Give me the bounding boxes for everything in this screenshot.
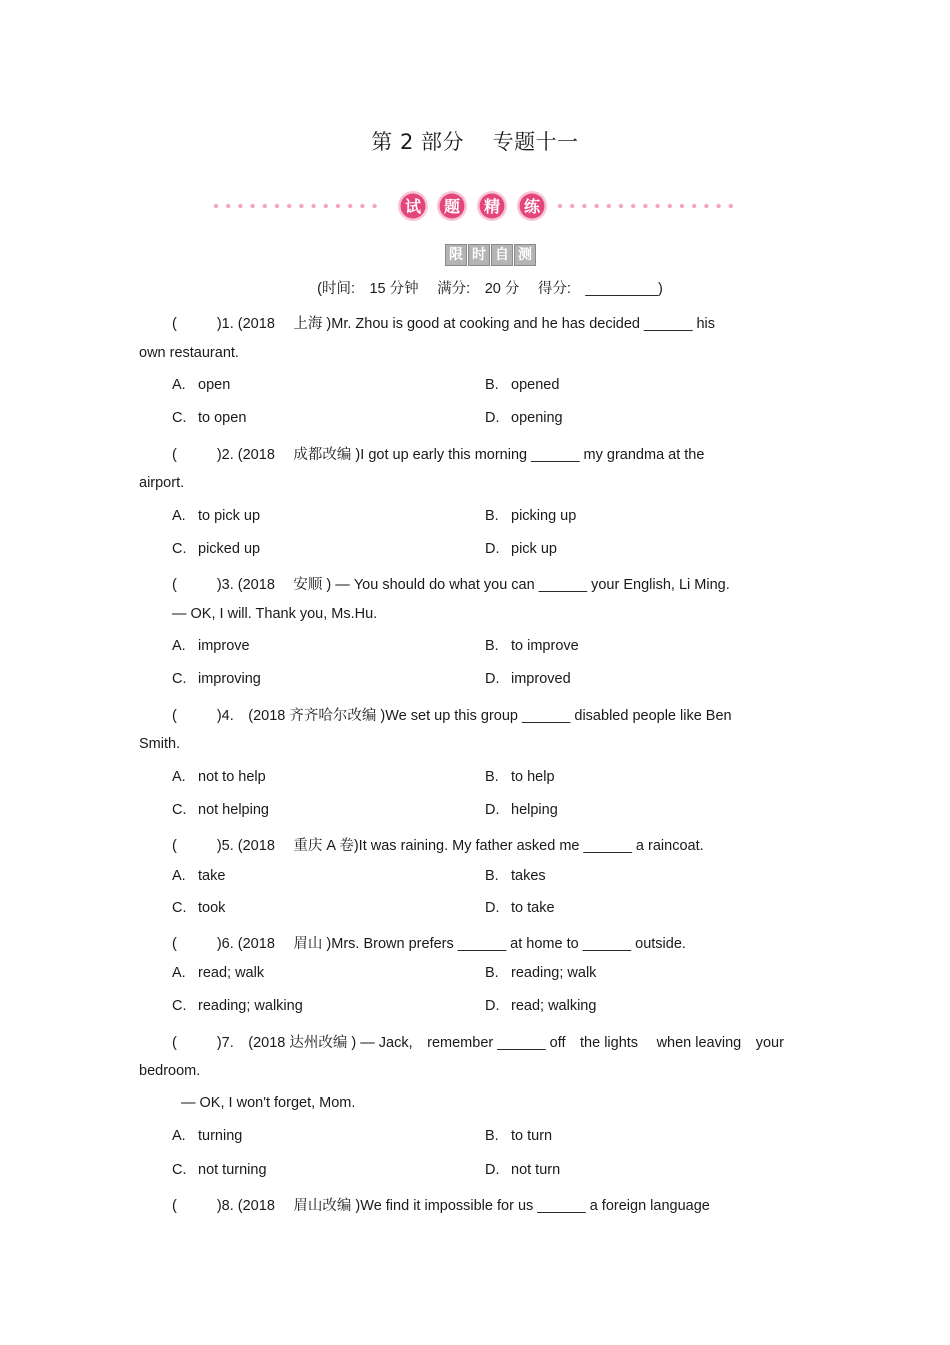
question-2: ( )2. (2018 成都改编 )I got up early this morning ______ my grandma at the [172,447,705,463]
option-b: B. reading; walk [485,965,597,981]
banner-dot [570,204,574,208]
banner-dot [324,204,328,208]
banner-dot [214,204,218,208]
banner-dot [655,204,659,208]
banner-badge-char: 试 [404,197,422,216]
banner-dot [336,204,340,208]
banner-dot [263,204,267,208]
banner-dot [692,204,696,208]
banner-dots-left [214,204,377,208]
question-7: ( )7. (2018 达州改编 ) — Jack, remember ______ off the lights when leaving your [172,1035,784,1051]
option-c: C. to open [172,410,247,426]
subheader-char: 测 [514,244,536,266]
banner-badge [437,191,467,221]
option-d: D. read; walking [485,998,597,1014]
banner-dot [226,204,230,208]
option-a: A. open [172,377,231,393]
option-b: B. picking up [485,508,577,524]
banner-dot [372,204,376,208]
banner-badge-char: 精 [483,197,501,216]
option-a: A. to pick up [172,508,261,524]
banner-dot [631,204,635,208]
banner-dot [594,204,598,208]
banner-dot [558,204,562,208]
question-5: ( )5. (2018 重庆 A 卷)It was raining. My father asked me ______ a raincoat. [172,838,704,854]
option-c: C. picked up [172,541,261,557]
question-4: ( )4. (2018 齐齐哈尔改编 )We set up this group ______ disabled people like Ben [172,708,732,724]
question-continuation: Smith. [139,736,181,752]
option-b: B. opened [485,377,560,393]
option-a: A. not to help [172,769,266,785]
option-a: A. read; walk [172,965,265,981]
option-c: C. improving [172,671,261,687]
option-b: B. takes [485,868,546,884]
option-c: C. not helping [172,802,269,818]
banner-dot [729,204,733,208]
option-d: D. opening [485,410,563,426]
subheader-char: 时 [468,244,490,266]
section-subheader [445,244,537,266]
banner-dot [311,204,315,208]
question-continuation: airport. [139,475,185,491]
dialogue-reply: — OK, I will. Thank you, Ms.Hu. [172,606,378,622]
banner-badge-char: 题 [443,197,461,216]
banner-dot [607,204,611,208]
banner-dot [680,204,684,208]
option-b: B. to turn [485,1128,553,1144]
option-a: A. improve [172,638,250,654]
banner-dots-right [558,204,733,208]
banner-dot [668,204,672,208]
banner-dot [250,204,254,208]
page-title: 第 2 部分 专题十一 [371,130,579,154]
option-a: A. turning [172,1128,243,1144]
question-6: ( )6. (2018 眉山 )Mrs. Brown prefers ______ at home to ______ outside. [172,936,686,952]
option-b: B. to improve [485,638,579,654]
exam-info: (时间: 15 分钟 满分: 20 分 得分: _________) [317,281,663,297]
banner-dot [238,204,242,208]
banner-dot [716,204,720,208]
banner-badges [398,191,547,221]
question-3: ( )3. (2018 安顺 ) — You should do what you can ______ your English, Li Ming. [172,577,730,593]
option-a: A. take [172,868,226,884]
option-d: D. to take [485,900,555,916]
subheader-char: 限 [445,244,467,266]
banner-badge [398,191,428,221]
banner-dot [360,204,364,208]
banner-badge [517,191,547,221]
dialogue-reply: — OK, I won't forget, Mom. [181,1095,356,1111]
option-c: C. reading; walking [172,998,303,1014]
subheader-char: 自 [491,244,513,266]
banner-dot [643,204,647,208]
banner-dot [299,204,303,208]
banner-dot [582,204,586,208]
option-d: D. pick up [485,541,557,557]
option-c: C. not turning [172,1162,267,1178]
option-c: C. took [172,900,226,916]
banner-dot [287,204,291,208]
question-continuation: own restaurant. [139,345,239,361]
question-1: ( )1. (2018 上海 )Mr. Zhou is good at cooking and he has decided ______ his [172,316,715,332]
banner-dot [275,204,279,208]
banner-badge-char: 练 [523,197,541,216]
option-d: D. helping [485,802,558,818]
banner-dot [704,204,708,208]
banner-dot [348,204,352,208]
question-continuation: bedroom. [139,1063,201,1079]
option-d: D. improved [485,671,571,687]
banner-dot [619,204,623,208]
banner-badge [477,191,507,221]
banner-decoration [210,180,736,230]
question-8: ( )8. (2018 眉山改编 )We find it impossible for us ______ a foreign language [172,1198,710,1214]
option-b: B. to help [485,769,555,785]
option-d: D. not turn [485,1162,561,1178]
